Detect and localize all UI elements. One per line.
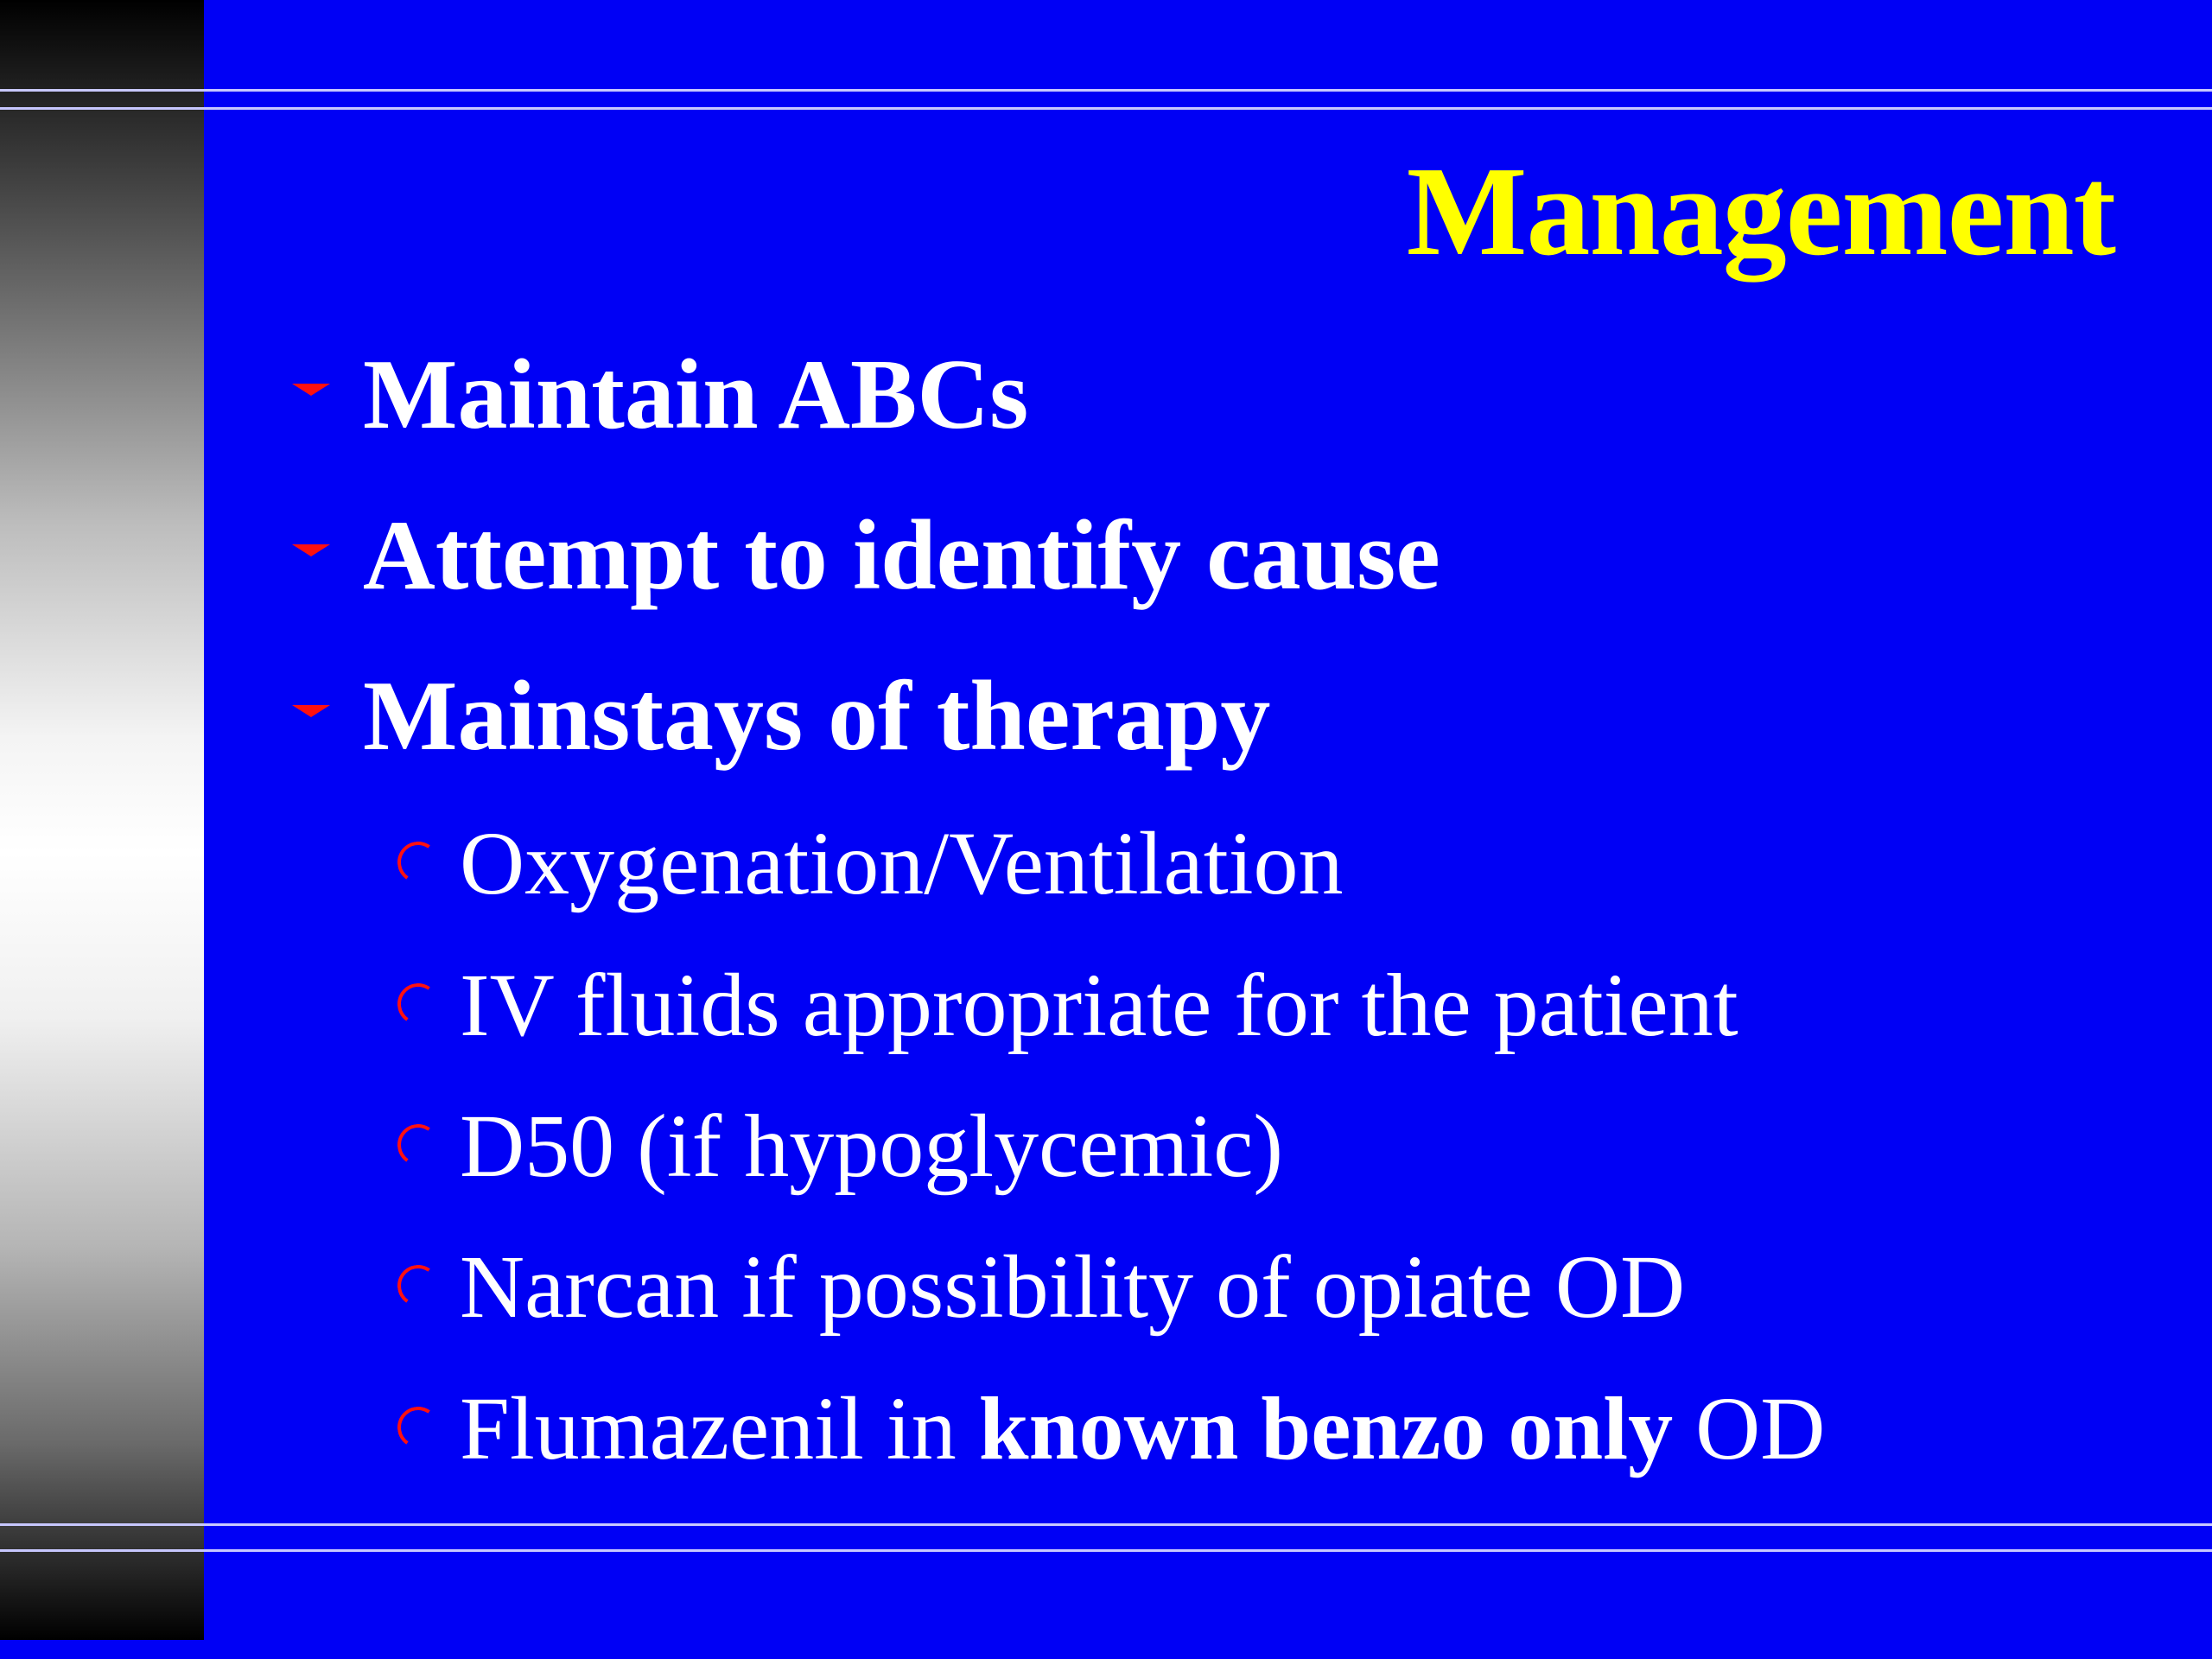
slide-title: Management [1406,141,2115,283]
sub-bullet-text-prefix: Flumazenil in [460,1379,979,1478]
sub-bullet-text-emphasis: known benzo only [978,1379,1674,1478]
bullet-text: Mainstays of therapy [363,661,1271,772]
sub-bullet-item [460,1095,1283,1198]
sub-bullet-text: Narcan if possibility of opiate OD [460,1237,1686,1337]
arc-bullet-icon [394,980,442,1028]
triangle-bullet-icon [292,705,330,717]
sub-bullet-text: IV fluids appropriate for the patient [460,956,1738,1055]
sub-bullet-text-suffix: OD [1673,1379,1826,1478]
bullet-item [363,339,1028,451]
triangle-bullet-icon [292,544,330,556]
arc-bullet-icon [394,1262,442,1310]
triangle-bullet-icon [292,384,330,396]
left-gradient-bar [0,0,204,1640]
bullet-text: Maintain ABCs [363,340,1029,450]
arc-bullet-icon [394,1403,442,1452]
sub-bullet-item [460,1236,1685,1339]
top-rule-1 [0,89,2212,92]
bottom-rule-2 [0,1549,2212,1552]
bullet-item [363,660,1270,772]
top-rule-2 [0,107,2212,110]
arc-bullet-icon [394,838,442,887]
bottom-rule-1 [0,1523,2212,1526]
sub-bullet-item [460,812,1343,916]
sub-bullet-item [460,1377,1825,1481]
sub-bullet-text: D50 (if hypoglycemic) [460,1096,1284,1196]
bullet-text: Attempt to identify cause [363,500,1440,611]
sub-bullet-item [460,954,1738,1058]
sub-bullet-text: Oxygenation/Ventilation [460,814,1344,913]
arc-bullet-icon [394,1121,442,1169]
bullet-item [363,499,1440,612]
